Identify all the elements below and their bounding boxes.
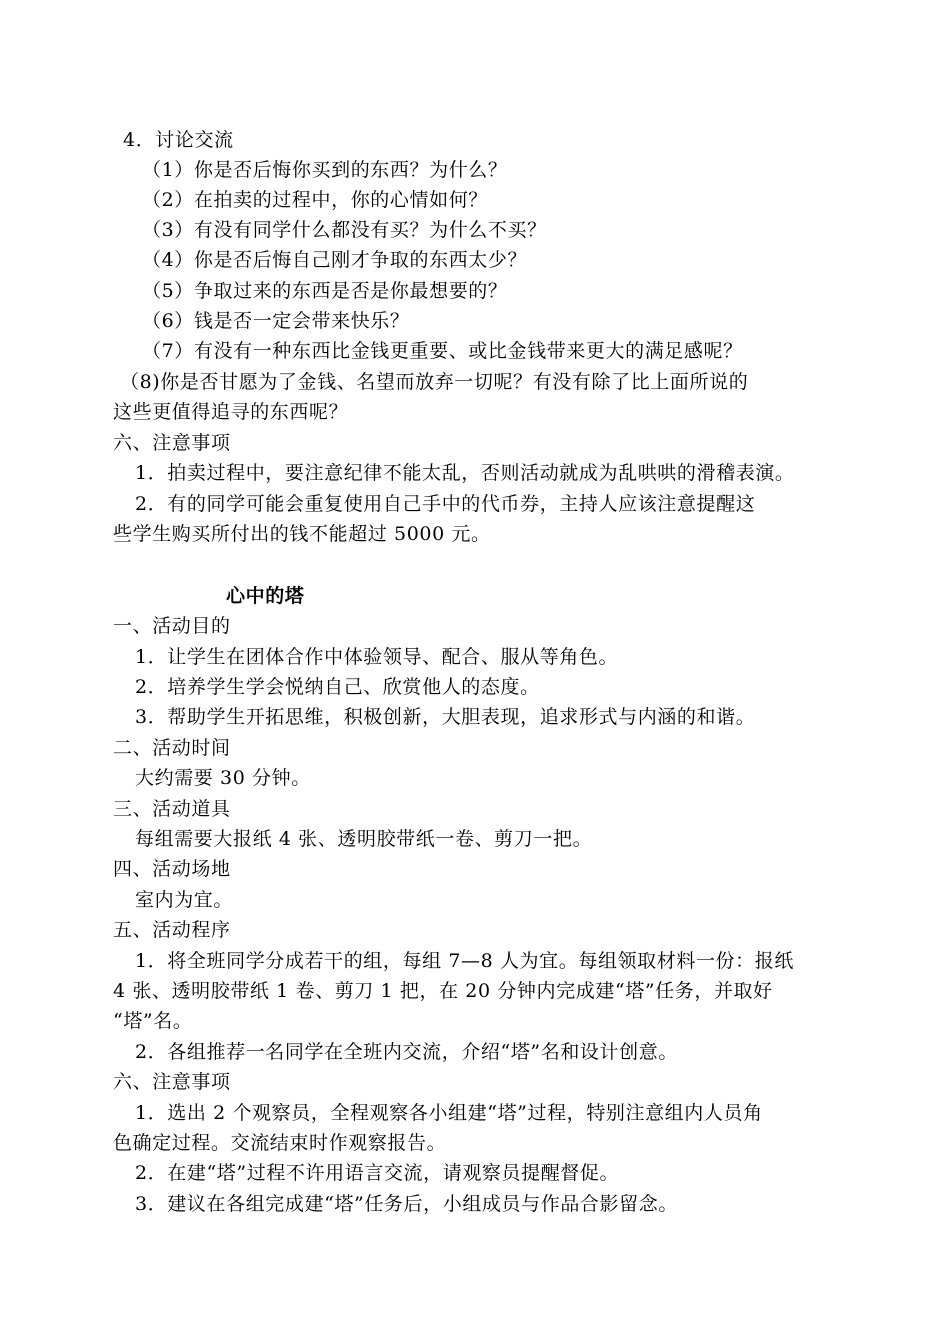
note-line: 1．选出 2 个观察员，全程观察各小组建“塔”过程，特别注意组内人员角 xyxy=(135,1102,763,1124)
venue-text: 室内为宜。 xyxy=(135,889,234,911)
purpose-line: 3．帮助学生开拓思维，积极创新，大胆表现，追求形式与内涵的和谐。 xyxy=(135,706,756,728)
props-text: 每组需要大报纸 4 张、透明胶带纸一卷、剪刀一把。 xyxy=(135,828,593,850)
note-line: 些学生购买所付出的钱不能超过 5000 元。 xyxy=(113,523,491,545)
procedure-line: “塔”名。 xyxy=(113,1010,193,1032)
props-heading: 三、活动道具 xyxy=(113,798,231,820)
question-line: （7）有没有一种东西比金钱更重要、或比金钱带来更大的满足感呢？ xyxy=(142,340,743,362)
question-line: （2）在拍卖的过程中，你的心情如何？ xyxy=(142,189,488,211)
question-line: （4）你是否后悔自己刚才争取的东西太少？ xyxy=(142,249,528,271)
note-line: 2．有的同学可能会重复使用自己手中的代币券，主持人应该注意提醒这 xyxy=(135,493,756,515)
time-text: 大约需要 30 分钟。 xyxy=(135,767,311,789)
question-line: （8)你是否甘愿为了金钱、名望而放弃一切呢？有没有除了比上面所说的 xyxy=(120,371,749,393)
purpose-heading: 一、活动目的 xyxy=(113,615,231,637)
procedure-line: 2．各组推荐一名同学在全班内交流，介绍“塔”名和设计创意。 xyxy=(135,1041,678,1063)
question-line: 这些更值得追寻的东西呢？ xyxy=(113,401,349,423)
question-line: （1）你是否后悔你买到的东西？为什么？ xyxy=(142,159,508,181)
procedure-line: 4 张、透明胶带纸 1 卷、剪刀 1 把，在 20 分钟内完成建“塔”任务，并取好 xyxy=(113,980,773,1002)
note-line: 3．建议在各组完成建“塔”任务后，小组成员与作品合影留念。 xyxy=(135,1193,678,1215)
purpose-line: 2．培养学生学会悦纳自己、欣赏他人的态度。 xyxy=(135,676,540,698)
note-line: 2．在建“塔”过程不许用语言交流，请观察员提醒督促。 xyxy=(135,1162,620,1184)
purpose-line: 1．让学生在团体合作中体验领导、配合、服从等角色。 xyxy=(135,646,619,668)
procedure-heading: 五、活动程序 xyxy=(113,919,231,941)
notes-heading-a: 六、注意事项 xyxy=(113,432,231,454)
question-line: （5）争取过来的东西是否是你最想要的？ xyxy=(142,280,508,302)
procedure-line: 1．将全班同学分成若干的组，每组 7—8 人为宜。每组领取材料一份：报纸 xyxy=(135,950,794,972)
venue-heading: 四、活动场地 xyxy=(113,858,231,880)
time-heading: 二、活动时间 xyxy=(113,737,231,759)
note-line: 色确定过程。交流结束时作观察报告。 xyxy=(113,1132,447,1154)
question-line: （3）有没有同学什么都没有买？为什么不买？ xyxy=(142,219,547,241)
notes-heading-b: 六、注意事项 xyxy=(113,1071,231,1093)
discussion-heading: 4．讨论交流 xyxy=(123,129,234,151)
question-line: （6）钱是否一定会带来快乐？ xyxy=(142,310,410,332)
note-line: 1．拍卖过程中，要注意纪律不能太乱，否则活动就成为乱哄哄的滑稽表演。 xyxy=(135,462,795,484)
section-title: 心中的塔 xyxy=(226,585,305,607)
